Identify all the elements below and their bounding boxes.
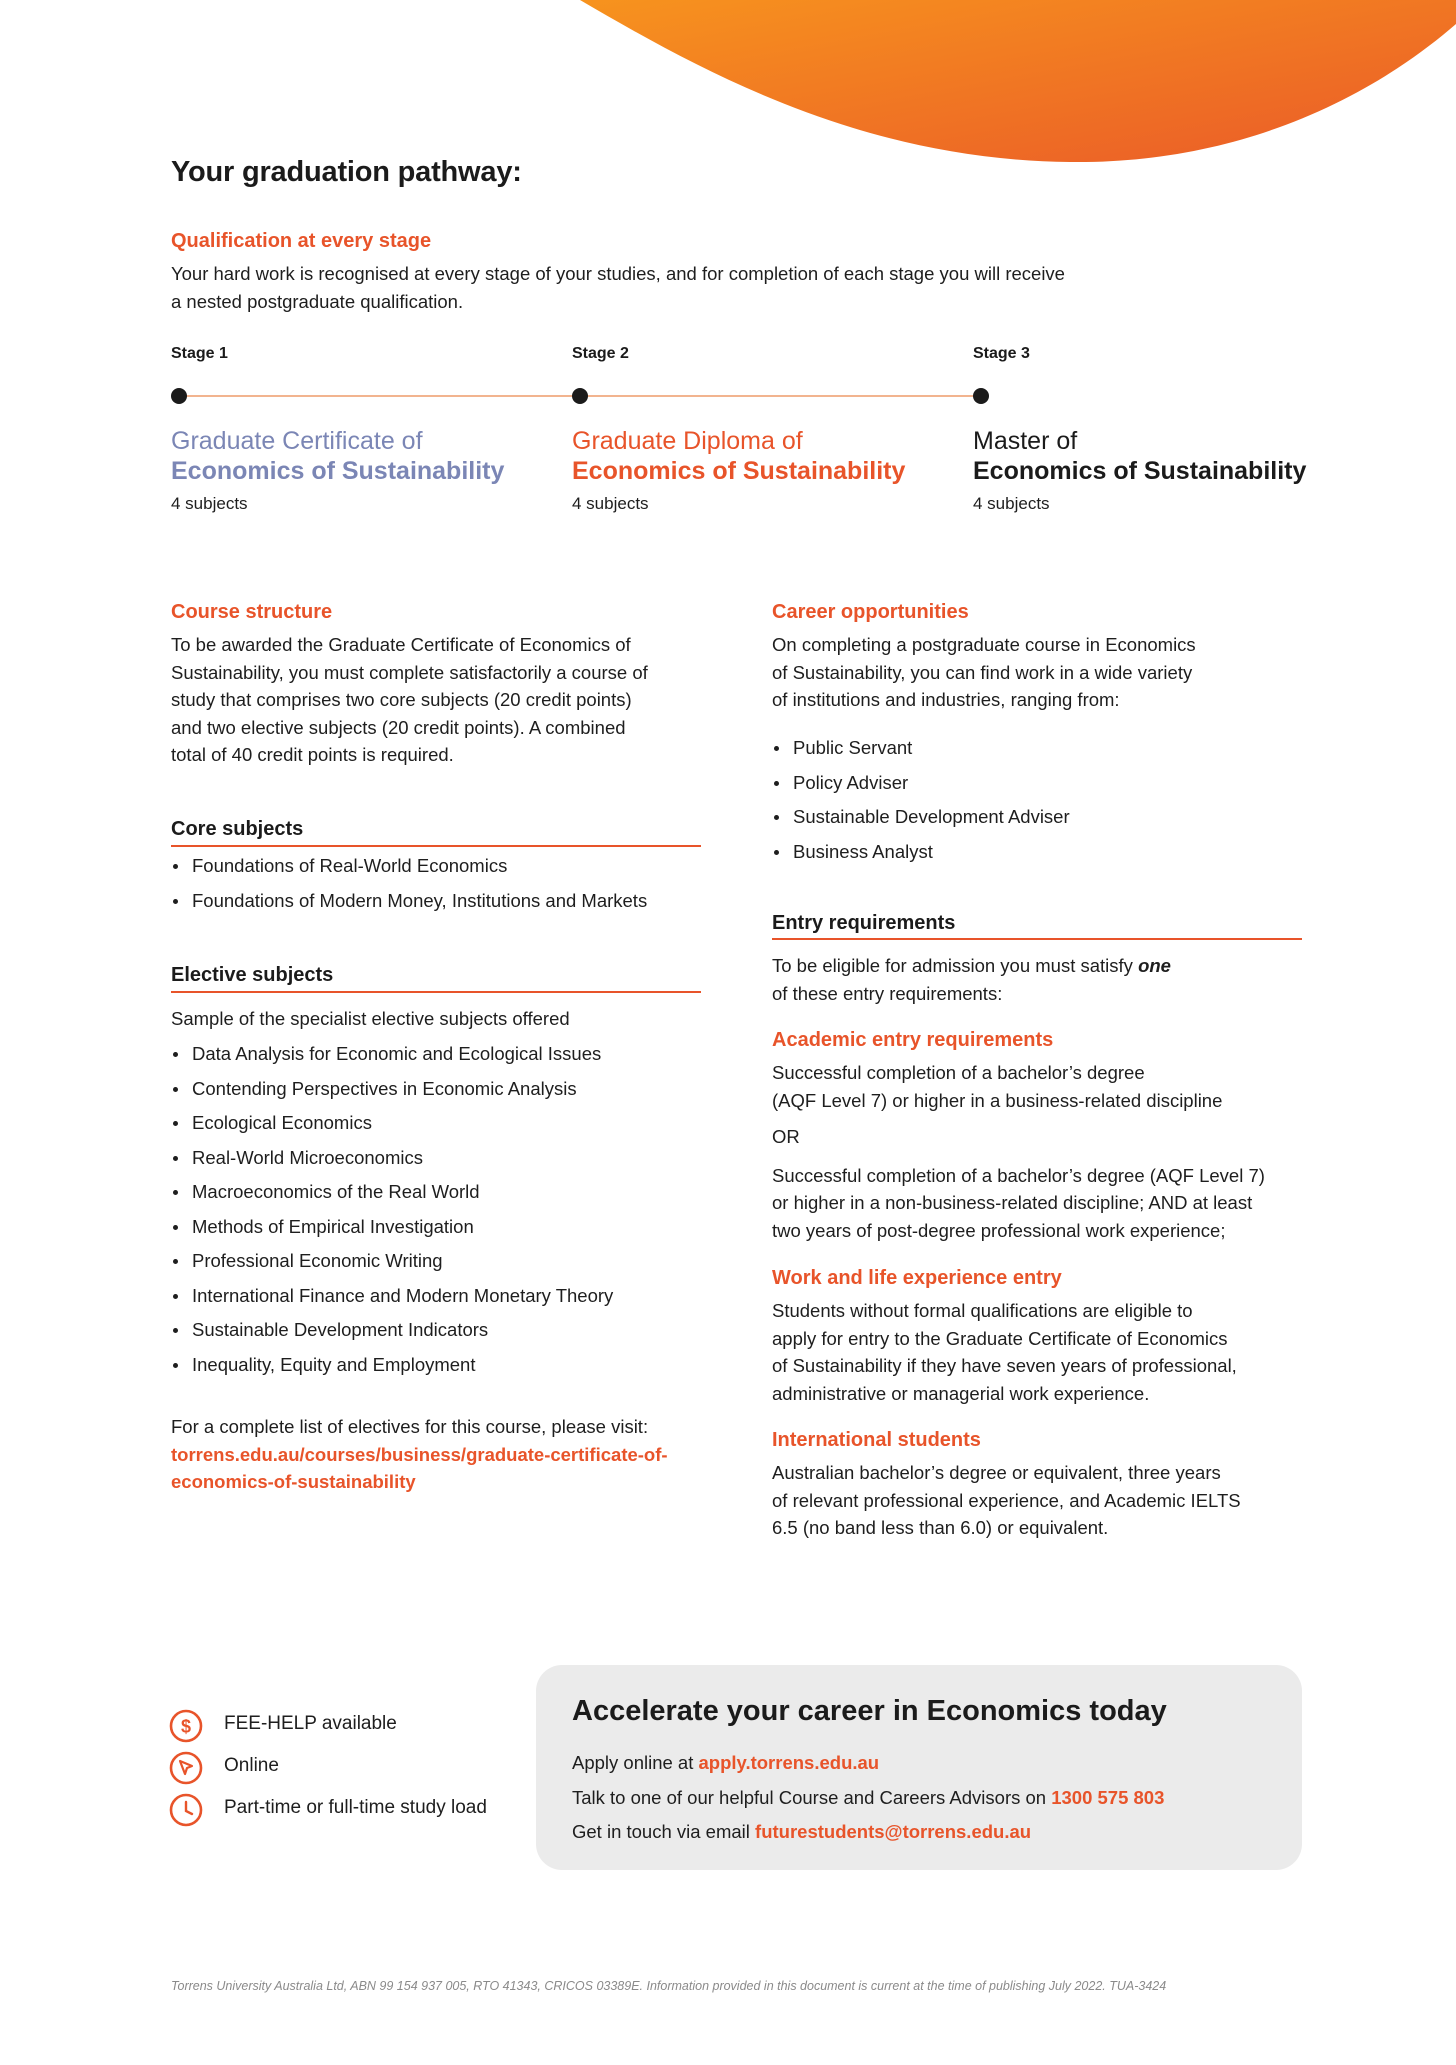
list-item: International Finance and Modern Monetary Theory <box>171 1279 731 1314</box>
entry-heading: Entry requirements <box>772 912 956 934</box>
electives-visit: For a complete list of electives for this course, please visit: torrens.edu.au/courses/business/graduate-certificate-of- economics-of-sustainability <box>171 1413 731 1496</box>
elective-intro: Sample of the specialist elective subjects offered <box>171 1008 570 1029</box>
core-subjects-heading: Core subjects <box>171 818 304 840</box>
feature-fee-help: FEE-HELP available <box>224 1713 397 1734</box>
stage-3-qualification: Master of Economics of Sustainability 4 subjects <box>973 427 1307 513</box>
list-item: Public Servant <box>772 731 1292 766</box>
stage-1-qualification: Graduate Certificate of Economics of Sustainability 4 subjects <box>171 427 505 513</box>
cta-heading: Accelerate your career in Economics today <box>572 1695 1167 1727</box>
list-item: Business Analyst <box>772 835 1292 870</box>
entry-rule <box>772 938 1302 940</box>
stage-3-label: Stage 3 <box>973 345 1030 362</box>
svg-text:$: $ <box>180 1716 192 1737</box>
list-item: Macroeconomics of the Real World <box>171 1175 731 1210</box>
stage-1-subjects: 4 subjects <box>171 494 248 513</box>
apply-link[interactable]: apply.torrens.edu.au <box>698 1752 880 1773</box>
list-item: Sustainable Development Adviser <box>772 800 1292 835</box>
course-structure-heading: Course structure <box>171 601 333 623</box>
list-item: Foundations of Modern Money, Institutions and Markets <box>171 884 731 919</box>
core-subjects-list <box>171 849 731 918</box>
phone-link[interactable]: 1300 575 803 <box>1051 1786 1165 1808</box>
clock-icon <box>169 1793 203 1827</box>
core-subjects-rule <box>171 845 701 847</box>
elective-subjects-rule <box>171 991 701 993</box>
list-item: Contending Perspectives in Economic Analysis <box>171 1072 731 1107</box>
list-item: Foundations of Real-World Economics <box>171 849 731 884</box>
course-structure-text: To be awarded the Graduate Certificate of Economics of Sustainability, you must complete satisfactorily a course of study that comprises two core subjects (20 credit points) and two elective subjects (20 credit points). A combined total of 40 credit points is required. <box>171 634 648 765</box>
page-title: Your graduation pathway: <box>171 156 522 188</box>
career-text: On completing a postgraduate course in Economics of Sustainability, you can find work in a wide variety of institutions and industries, ranging from: <box>772 634 1196 710</box>
career-list <box>772 731 1292 869</box>
cursor-icon <box>169 1751 203 1785</box>
qualification-text: Your hard work is recognised at every stage of your studies, and for completion of each stage you will receive a nested postgraduate qualification. <box>171 263 1065 312</box>
qualification-heading: Qualification at every stage <box>171 230 432 252</box>
stage-1-dot <box>171 388 187 404</box>
list-item: Professional Economic Writing <box>171 1244 731 1279</box>
list-item: Methods of Empirical Investigation <box>171 1210 731 1245</box>
stage-1-label: Stage 1 <box>171 345 228 362</box>
stage-2-subjects: 4 subjects <box>572 494 649 513</box>
entry-intro: To be eligible for admission you must satisfy one of these entry requirements: <box>772 955 1171 1004</box>
international-heading: International students <box>772 1429 981 1451</box>
academic-text: Successful completion of a bachelor’s degree (AQF Level 7) or higher in a business-related discipline OR Successful completion of a bachelor’s degree (AQF Level 7) or higher in a non-business-related discipline; AND at least two years of post-degree professional work experience; <box>772 1059 1312 1244</box>
email-link[interactable]: futurestudents@torrens.edu.au <box>755 1821 1032 1842</box>
list-item: Policy Adviser <box>772 766 1292 801</box>
or-text: OR <box>772 1126 800 1147</box>
stage-2-dot <box>572 388 588 404</box>
header-swoosh <box>0 0 1456 170</box>
feature-online: Online <box>224 1755 279 1776</box>
international-text: Australian bachelor’s degree or equivalent, three years of relevant professional experience, and Academic IELTS 6.5 (no band less than 6.0) or equivalent. <box>772 1462 1241 1538</box>
list-item: Inequality, Equity and Employment <box>171 1348 731 1383</box>
work-heading: Work and life experience entry <box>772 1267 1062 1289</box>
footer-text: Torrens University Australia Ltd, ABN 99 154 937 005, RTO 41343, CRICOS 03389E. Information provided in this document is current at the time of publishing July 2022. TUA-3424 <box>171 1979 1167 1993</box>
dollar-icon <box>169 1709 203 1743</box>
electives-link[interactable]: torrens.edu.au/courses/business/graduate-certificate-of- economics-of-sustainability <box>171 1443 668 1492</box>
stage-2-qualification: Graduate Diploma of Economics of Sustainability 4 subjects <box>572 427 906 513</box>
stage-3-dot <box>973 388 989 404</box>
elective-subjects-list <box>171 1037 731 1382</box>
list-item: Data Analysis for Economic and Ecological Issues <box>171 1037 731 1072</box>
career-heading: Career opportunities <box>772 601 969 623</box>
list-item: Real-World Microeconomics <box>171 1141 731 1176</box>
cta-text: Apply online at apply.torrens.edu.au Talk to one of our helpful Course and Careers Advisors on 1300 575 803 Get in touch via email futurestudents@torrens.edu.au <box>572 1752 1165 1842</box>
stage-3-subjects: 4 subjects <box>973 494 1050 513</box>
list-item: Ecological Economics <box>171 1106 731 1141</box>
academic-heading: Academic entry requirements <box>772 1029 1054 1051</box>
work-text: Students without formal qualifications are eligible to apply for entry to the Graduate Certificate of Economics of Sustainability if they have seven years of professional, administrative or managerial work experience. <box>772 1300 1237 1404</box>
list-item: Sustainable Development Indicators <box>171 1313 731 1348</box>
elective-subjects-heading: Elective subjects <box>171 964 334 986</box>
feature-study-load: Part-time or full-time study load <box>224 1797 487 1818</box>
stage-2-label: Stage 2 <box>572 345 629 362</box>
